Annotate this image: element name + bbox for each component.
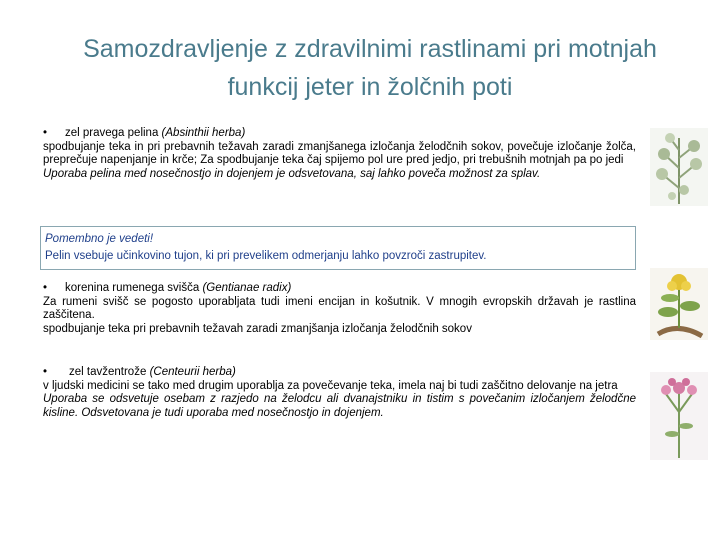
note-text: Pelin vsebuje učinkovino tujon, ki pri prevelikem odmerjanju lahko povzroči zastrupitev. (45, 250, 487, 262)
bullet-label (65, 127, 245, 141)
bullet-dot: • (43, 282, 48, 294)
centaury-plant-icon (650, 372, 708, 460)
description-text: Za rumeni svišč se pogosto uporabljata tudi imeni encijan in košutnik. V mnogih evropskih državah je rastlina zaščitena. (43, 295, 636, 322)
bullet-label (65, 282, 291, 296)
bullet-dot: • (43, 366, 48, 378)
description-text: spodbujanje teka in pri prebavnih težavah zaradi zmanjšanega izločanja želodčnih sokov, povečuje izločanje žolča, preprečuje napenjanje in krče; Za spodbujanje teka čaj spijemo pol ure pred jedjo, pri trebušnih motnjah pa po jedi (43, 140, 636, 167)
herb-latin-name: (Centeurii herba) (149, 366, 236, 378)
description-text: v ljudski medicini se tako med drugim uporablja za povečevanje teka, imela naj bi tudi zaščitno delovanje na jetra (43, 379, 618, 392)
gentian-plant-icon (650, 268, 708, 340)
herb-name: zel tavžentrože (69, 366, 147, 378)
warning-text: Uporaba se odsvetuje osebam z razjedo na želodcu ali dvanajstniku in tistim s povečanim izločanjem želodčne kisline. Odsvetovana je tudi uporaba med nosečnostjo in dojenjem. (43, 393, 636, 419)
herb-latin-name: (Absinthii herba) (161, 127, 246, 139)
bullet-item (43, 127, 636, 141)
description-text: spodbujanje teka pri prebavnih težavah zaradi zmanjšanja izločanja želodčnih sokov (43, 322, 472, 335)
bullet-item (43, 282, 636, 296)
note-title: Pomembno je vedeti! (45, 233, 154, 245)
bullet-label (69, 366, 236, 380)
warning-text: Uporaba pelina med nosečnostjo in dojenjem je odsvetovana, saj lahko poveča možnost za splav. (43, 167, 541, 180)
herb-latin-name: (Gentianae radix) (202, 282, 292, 294)
herb-name: korenina rumenega svišča (65, 282, 200, 294)
slide-title: Samozdravljenje z zdravilnimi rastlinami pri motnjah funkcij jeter in žolčnih poti (83, 35, 657, 101)
bullet-item (43, 366, 636, 380)
bullet-dot: • (43, 127, 48, 139)
section-centaury (43, 366, 636, 420)
section-gentian (43, 282, 636, 336)
section-wormwood (43, 127, 636, 181)
important-note-box (40, 226, 636, 270)
wormwood-plant-icon (650, 128, 708, 206)
herb-name: zel pravega pelina (65, 127, 159, 139)
